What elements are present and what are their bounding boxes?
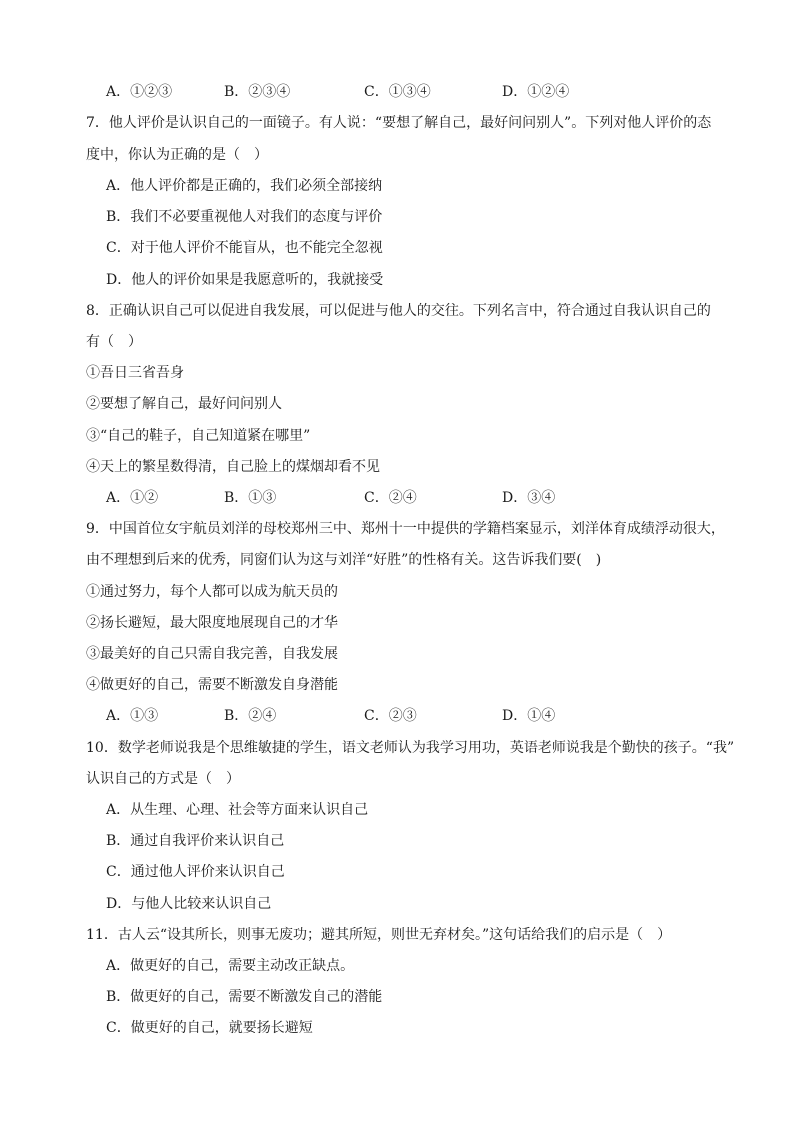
option: C．①③④ (364, 84, 431, 100)
q10-option-b: B．通过自我评价来认识自己 (106, 833, 285, 849)
option: A．①②③ (106, 84, 173, 100)
q8-item-4: ④天上的繁星数得清，自己脸上的煤烟却看不见 (86, 459, 380, 475)
q8-item-1: ①吾日三省吾身 (86, 365, 184, 381)
q7-stem-line1: 7．他人评价是认识自己的一面镜子。有人说：“要想了解自己，最好问问别人”。下列对他人评价的态 (86, 115, 712, 131)
q10-stem-line2: 认识自己的方式是（ ） (86, 771, 240, 787)
option: A．①② (106, 490, 159, 506)
q7-option-a: A．他人评价都是正确的，我们必须全部接纳 (106, 178, 383, 194)
q7-option-c: C．对于他人评价不能盲从，也不能完全忽视 (106, 240, 383, 256)
q8-item-3: ③“自己的鞋子，自己知道紧在哪里” (86, 428, 311, 444)
q9-item-2: ②扬长避短，最大限度地展现自己的才华 (86, 615, 338, 631)
q7-option-b: B．我们不必要重视他人对我们的态度与评价 (106, 209, 383, 225)
q8-item-2: ②要想了解自己，最好问问别人 (86, 396, 282, 412)
option: C．②④ (364, 490, 417, 506)
option: D．③④ (502, 490, 556, 506)
q8-options (106, 488, 706, 508)
q9-options (106, 706, 706, 726)
q9-stem-line1: 9．中国首位女宇航员刘洋的母校郑州三中、郑州十一中提供的学籍档案显示，刘洋体育成绩浮动很大， (86, 521, 725, 537)
option: D．①②④ (502, 84, 570, 100)
q7-stem-line2: 度中，你认为正确的是（ ） (86, 147, 268, 163)
q11-stem-line1: 11．古人云“设其所长，则事无废功；避其所短，则世无弃材矣。”这句话给我们的启示是（ ） (86, 927, 672, 943)
q7-option-d: D．他人的评价如果是我愿意听的，我就接受 (106, 272, 384, 288)
q10-option-d: D．与他人比较来认识自己 (106, 896, 272, 912)
q10-stem-line1: 10．数学老师说我是个思维敏捷的学生，语文老师认为我学习用功，英语老师说我是个勤快的孩子。“我” (86, 740, 735, 756)
option: C．②③ (364, 708, 417, 724)
q10-option-a: A．从生理、心理、社会等方面来认识自己 (106, 802, 369, 818)
option: B．②③④ (224, 84, 291, 100)
option: D．①④ (502, 708, 556, 724)
q9-item-4: ④做更好的自己，需要不断激发自身潜能 (86, 677, 338, 693)
q10-option-c: C．通过他人评价来认识自己 (106, 864, 285, 880)
q8-stem-line2: 有（ ） (86, 334, 142, 350)
option: B．②④ (224, 708, 277, 724)
q9-stem-line2: 由不理想到后来的优秀，同窗们认为这与刘洋“好胜”的性格有关。这告诉我们要( ) (86, 552, 602, 568)
q8-stem-line1: 8．正确认识自己可以促进自我发展，可以促进与他人的交往。下列名言中，符合通过自我认识自己的 (86, 303, 711, 319)
option: B．①③ (224, 490, 277, 506)
q11-option-a: A．做更好的自己，需要主动改正缺点。 (106, 958, 355, 974)
q11-option-c: C．做更好的自己，就要扬长避短 (106, 1020, 313, 1036)
q11-option-b: B．做更好的自己，需要不断激发自己的潜能 (106, 989, 383, 1005)
option: A．①③ (106, 708, 159, 724)
q9-item-1: ①通过努力，每个人都可以成为航天员的 (86, 584, 338, 600)
q6-options (106, 82, 706, 102)
q9-item-3: ③最美好的自己只需自我完善，自我发展 (86, 646, 338, 662)
